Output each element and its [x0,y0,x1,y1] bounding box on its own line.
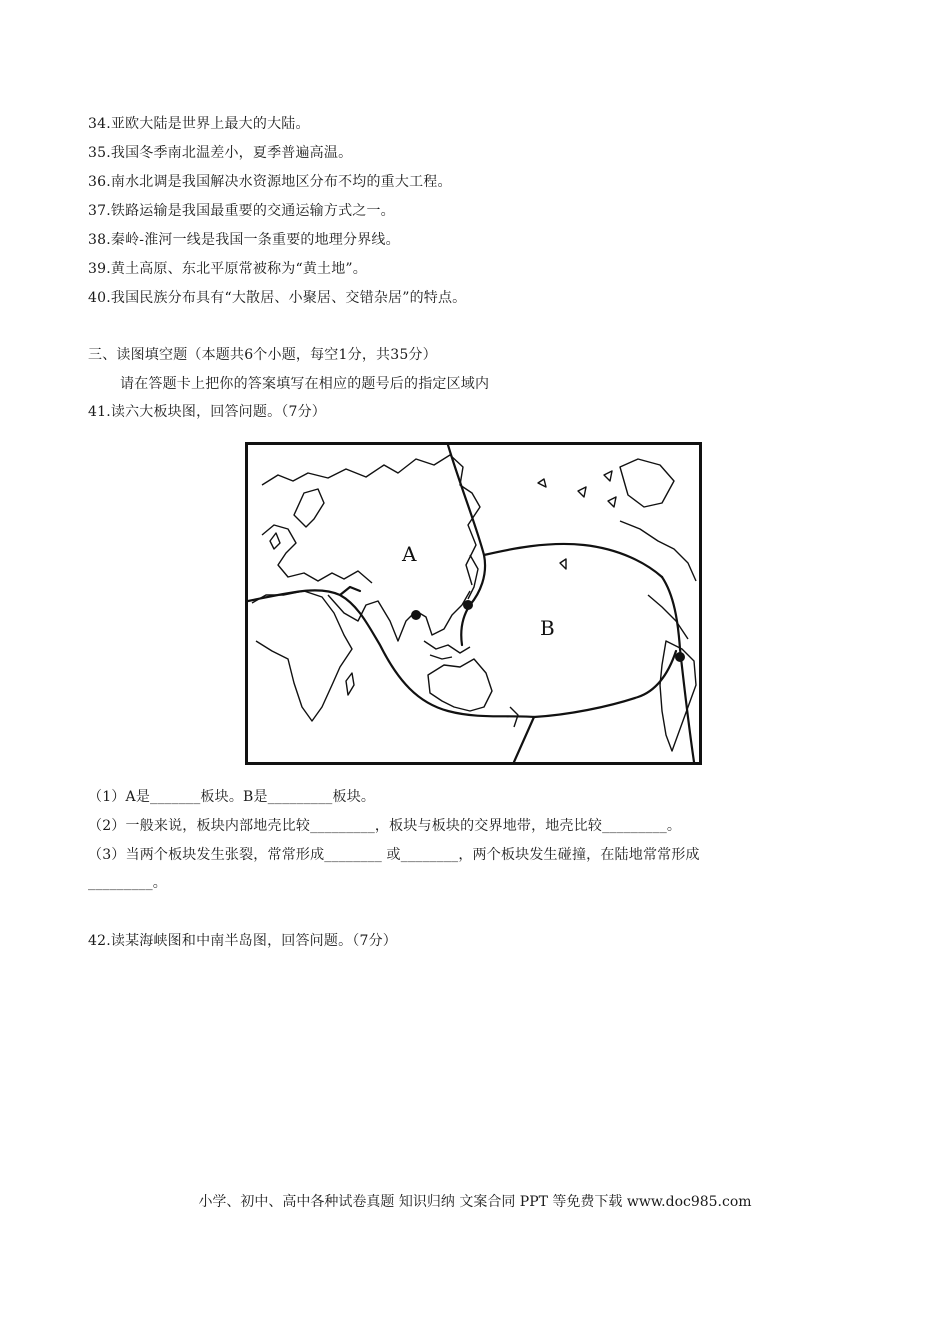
page-footer: 小学、初中、高中各种试卷真题 知识归纳 文案合同 PPT 等免费下载 www.doc985.com [198,1194,752,1210]
question-35: 35.我国冬季南北温差小，夏季普遍高温。 [88,145,353,161]
plate-map [245,442,702,765]
section-3-instruction: 请在答题卡上把你的答案填写在相应的题号后的指定区域内 [120,376,490,392]
question-37: 37.铁路运输是我国最重要的交通运输方式之一。 [88,203,395,219]
question-38: 38.秦岭-淮河一线是我国一条重要的地理分界线。 [88,232,400,248]
question-41-title: 41.读六大板块图，回答问题。（7分） [88,404,326,420]
section-3-heading: 三、读图填空题（本题共6个小题，每空1分，共35分） [88,347,437,363]
question-41-sub-2: （2）一般来说，板块内部地壳比较_________，板块与板块的交界地带，地壳比较_________。 [88,818,682,834]
question-41-sub-3: （3）当两个板块发生张裂，常常形成________ 或________，两个板块发生碰撞，在陆地常常形成 [88,847,700,863]
question-40: 40.我国民族分布具有“大散居、小聚居、交错杂居”的特点。 [88,290,467,306]
question-41-sub-1: （1）A是_______板块。B是_________板块。 [88,789,376,805]
plate-map-drawing [248,445,699,762]
question-41-sub-3-cont: _________。 [88,875,167,891]
question-34: 34.亚欧大陆是世界上最大的大陆。 [88,116,310,132]
question-42-title: 42.读某海峡图和中南半岛图，回答问题。（7分） [88,933,397,949]
question-39: 39.黄土高原、东北平原常被称为“黄土地”。 [88,261,367,277]
question-36: 36.南水北调是我国解决水资源地区分布不均的重大工程。 [88,174,452,190]
plate-label-b: B [540,616,555,640]
plate-label-a: A [402,542,417,566]
